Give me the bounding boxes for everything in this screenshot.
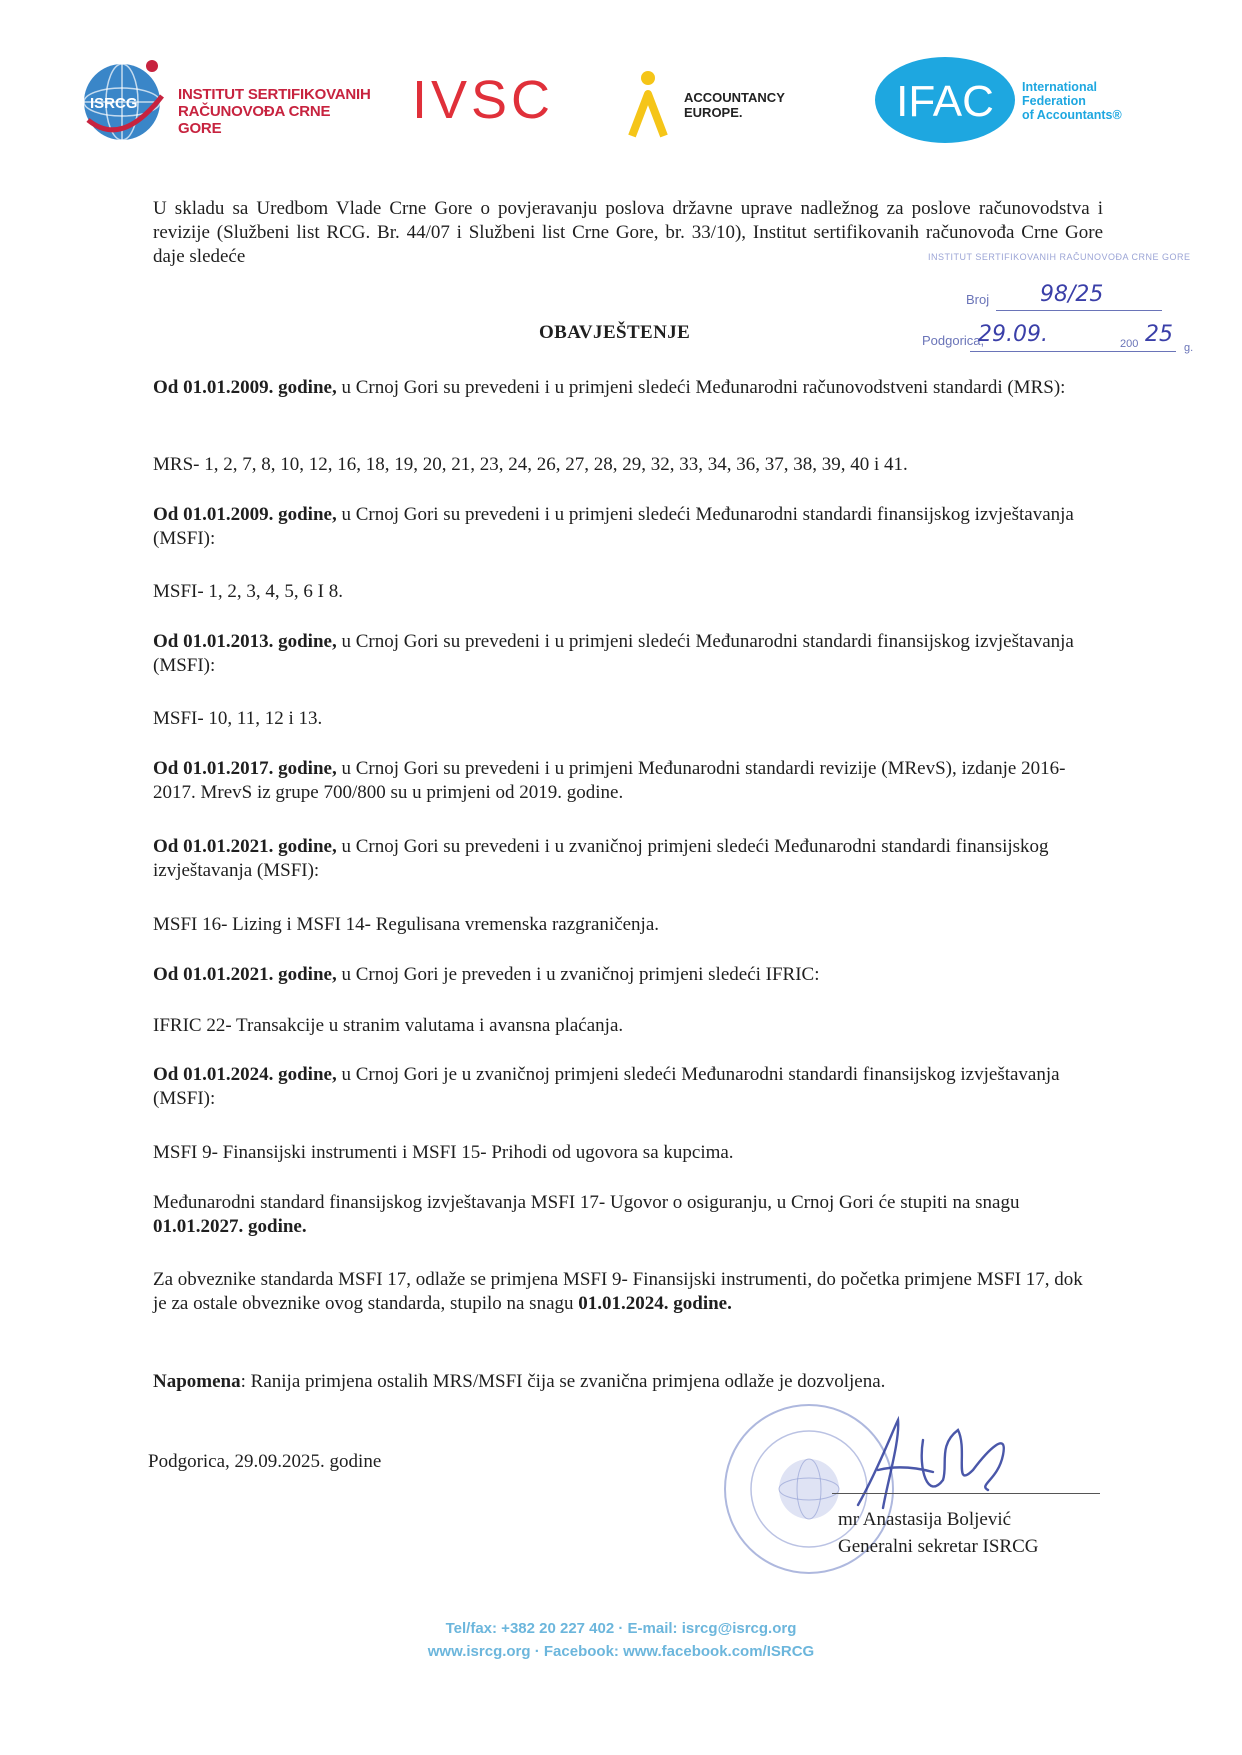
section-msfi-2024-date: Od 01.01.2024. godine, bbox=[153, 1064, 337, 1085]
section-msfi-2021-list: MSFI 16- Lizing i MSFI 14- Regulisana vremenska razgraničenja. bbox=[153, 914, 660, 935]
section-msfi-2013-list: MSFI- 10, 11, 12 i 13. bbox=[153, 708, 323, 729]
section-ifric-2021-list: IFRIC 22- Transakcije u stranim valutama i avansna plaćanja. bbox=[153, 1015, 624, 1036]
section-mrevs-2017-date: Od 01.01.2017. godine, bbox=[153, 758, 337, 779]
isrcg-name bbox=[178, 86, 376, 137]
accountancy-europe-name bbox=[684, 90, 785, 120]
signature-line bbox=[832, 1493, 1100, 1494]
registration-number-value: 98/25 bbox=[1040, 282, 1104, 307]
section-msfi-2009 bbox=[153, 503, 1093, 551]
ae-line2: EUROPE. bbox=[684, 105, 743, 120]
section-mrs-2009-text: u Crnoj Gori su prevedeni i u primjeni sledeći Međunarodni računovodstveni standardi (MRS): bbox=[336, 377, 1066, 398]
accountancy-europe-mark-icon bbox=[628, 70, 668, 140]
isrcg-name-line2: RAČUNOVOĐA CRNE GORE bbox=[178, 103, 331, 137]
footer-contact: Tel/fax: +382 20 227 402 · E-mail: isrcg@isrcg.org bbox=[445, 1620, 797, 1637]
isrcg-badge-text: ISRCG bbox=[90, 95, 138, 112]
section-msfi-2021-date: Od 01.01.2021. godine, bbox=[153, 836, 337, 857]
ifac-badge-icon bbox=[874, 56, 1016, 144]
note-label: Napomena bbox=[153, 1371, 241, 1392]
ifac-line2: Federation bbox=[1022, 94, 1086, 108]
ifac-line1: International bbox=[1022, 80, 1098, 94]
registration-place-label: Podgorica, bbox=[922, 333, 985, 348]
section-ifric-2021-date: Od 01.01.2021. godine, bbox=[153, 964, 337, 985]
section-msfi-2013 bbox=[153, 630, 1093, 678]
section-msfi-2009-text: u Crnoj Gori su prevedeni i u primjeni sledeći Međunarodni standardi finansijskog izvještavanja (MSFI): bbox=[153, 504, 1074, 549]
section-msfi-2021-text: u Crnoj Gori su prevedeni i u zvaničnoj primjeni sledeći Međunarodni standardi finansijskog izvještavanja (MSFI): bbox=[153, 836, 1049, 881]
ae-line1: ACCOUNTANCY bbox=[684, 90, 785, 105]
section-ifric-2021 bbox=[153, 963, 1093, 987]
section-msfi17-2027-text: Međunarodni standard finansijskog izvještavanja MSFI 17- Ugovor o osiguranju, u Crnoj Gori će stupiti na snagu bbox=[153, 1192, 1020, 1213]
ivsc-wordmark: IVSC bbox=[412, 70, 555, 130]
handwritten-signature bbox=[838, 1410, 1038, 1520]
section-mrs-2009-list: MRS- 1, 2, 7, 8, 10, 12, 16, 18, 19, 20, 21, 23, 24, 26, 27, 28, 29, 32, 33, 34, 36, 37, 38, 39, 40 i 41. bbox=[153, 454, 908, 475]
registration-year-prefix: 200 bbox=[1120, 338, 1139, 350]
document-title: OBAVJEŠTENJE bbox=[539, 322, 691, 343]
signer-name: mr Anastasija Boljević bbox=[838, 1509, 1012, 1530]
section-ifric-2021-text: u Crnoj Gori je preveden i u zvaničnoj primjeni sledeći IFRIC: bbox=[336, 964, 820, 985]
section-msfi-2013-text: u Crnoj Gori su prevedeni i u primjeni sledeći Međunarodni standardi finansijskog izvještavanja (MSFI): bbox=[153, 631, 1074, 676]
note-paragraph bbox=[153, 1370, 1093, 1394]
registration-date-value: 29.09. bbox=[978, 322, 1048, 347]
registration-date-rule bbox=[970, 351, 1176, 352]
section-msfi-2009-date: Od 01.01.2009. godine, bbox=[153, 504, 337, 525]
section-msfi-2013-date: Od 01.01.2013. godine, bbox=[153, 631, 337, 652]
section-msfi-2021 bbox=[153, 835, 1093, 883]
section-msfi-2024-text: u Crnoj Gori je u zvaničnoj primjeni sledeći Međunarodni standardi finansijskog izvještavanja (MSFI): bbox=[153, 1064, 1060, 1109]
section-msfi9-deferral bbox=[153, 1268, 1093, 1316]
ifac-logo bbox=[874, 56, 1136, 146]
isrcg-logo bbox=[76, 56, 376, 146]
ifac-line3: of Accountants® bbox=[1022, 108, 1122, 122]
section-msfi17-2027-date: 01.01.2027. godine. bbox=[153, 1216, 307, 1237]
ifac-name bbox=[1022, 80, 1122, 122]
isrcg-name-line1: INSTITUT SERTIFIKOVANIH bbox=[178, 86, 371, 103]
accountancy-europe-logo bbox=[628, 70, 828, 142]
ivsc-logo bbox=[412, 70, 572, 130]
section-mrevs-2017-text: u Crnoj Gori su prevedeni i u primjeni Međunarodni standardi revizije (MRevS), izdanje 2016-2017. MrevS iz grupe 700/800 su u primjeni od 2019. godine. bbox=[153, 758, 1066, 803]
signer-block bbox=[838, 1506, 1039, 1560]
section-mrevs-2017 bbox=[153, 757, 1093, 805]
section-mrs-2009-date: Od 01.01.2009. godine, bbox=[153, 377, 337, 398]
intro-paragraph: U skladu sa Uredbom Vlade Crne Gore o povjeravanju poslova državne uprave nadležnog za poslove računovodstva i revizije (Službeni list RCG. Br. 44/07 i Službeni list Crne Gore, br. 33/10), Institut sertifikovanih računovođa Crne Gore daje sledeće bbox=[153, 198, 1103, 267]
section-msfi-2024 bbox=[153, 1063, 1093, 1111]
registration-number-rule bbox=[996, 310, 1162, 311]
section-mrs-2009 bbox=[153, 376, 1093, 400]
registration-number-label: Broj bbox=[966, 292, 990, 307]
section-msfi17-2027 bbox=[153, 1191, 1093, 1239]
registration-stamp-header: INSTITUT SERTIFIKOVANIH RAČUNOVOĐA CRNE GORE bbox=[928, 252, 1191, 262]
footer-web: www.isrcg.org · Facebook: www.facebook.com/ISRCG bbox=[427, 1643, 815, 1660]
place-and-date: Podgorica, 29.09.2025. godine bbox=[148, 1451, 382, 1472]
isrcg-globe-icon bbox=[76, 56, 172, 146]
section-msfi9-deferral-text: Za obveznike standarda MSFI 17, odlaže se primjena MSFI 9- Finansijski instrumenti, do početka primjene MSFI 17, dok je za ostale obveznike ovog standarda, stupilo na snagu bbox=[153, 1269, 1083, 1314]
section-msfi-2009-list: MSFI- 1, 2, 3, 4, 5, 6 I 8. bbox=[153, 581, 344, 602]
section-msfi9-deferral-date: 01.01.2024. godine. bbox=[578, 1293, 732, 1314]
registration-year-value: 25 bbox=[1145, 322, 1173, 347]
ifac-badge-text: IFAC bbox=[896, 77, 994, 126]
note-text: : Ranija primjena ostalih MRS/MSFI čija se zvanična primjena odlaže je dozvoljena. bbox=[240, 1371, 886, 1392]
section-msfi-2024-list: MSFI 9- Finansijski instrumenti i MSFI 15- Prihodi od ugovora sa kupcima. bbox=[153, 1142, 734, 1163]
registration-year-suffix: g. bbox=[1184, 342, 1194, 354]
signer-title: Generalni sekretar ISRCG bbox=[838, 1536, 1039, 1557]
registration-number-row bbox=[966, 292, 989, 307]
